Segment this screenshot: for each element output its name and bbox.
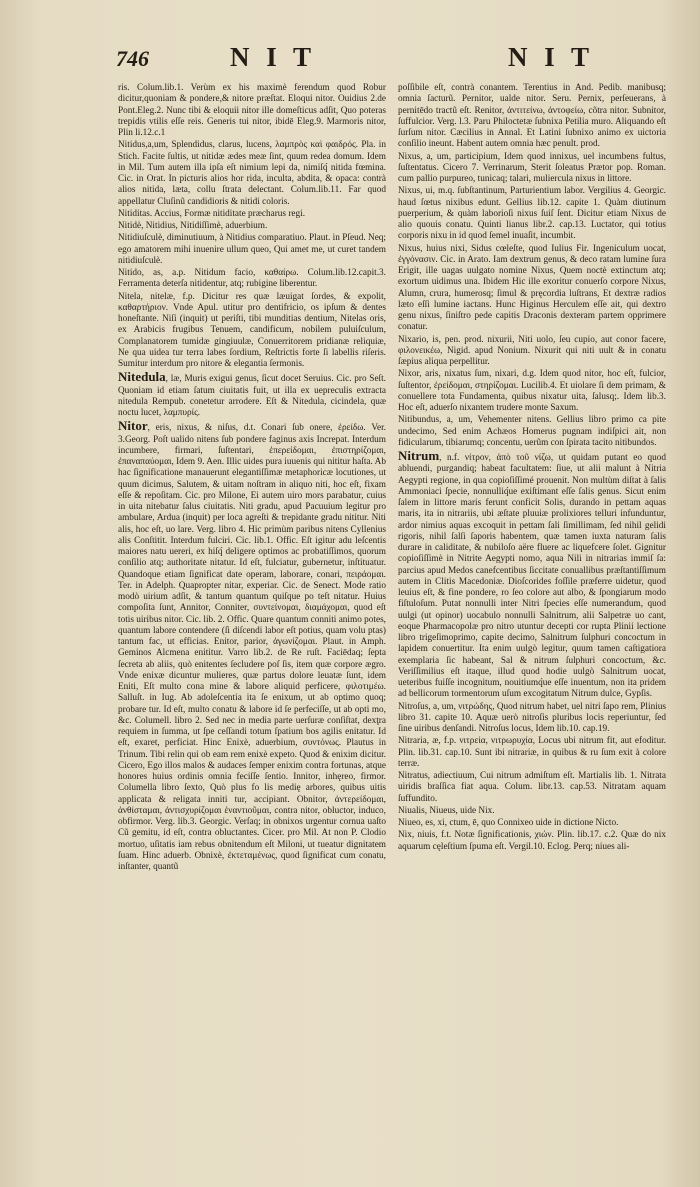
dictionary-entry <box>398 244 666 334</box>
entry-text: Nitraria, æ, f.p. νιτρεία, νιτρωρυχία, Locus ubi nitrum fit, aut efoditur. Plin. lib.31. cap.10. Sunt ibi nitrariæ, in quibus & ru ſum exit à colore terræ. <box>398 736 666 769</box>
entry-text: Nitidus,a,um, Splendidus, clarus, lucens, λαμπρὸς καὶ φαιδρός. Pla. in Stich. Facite ſultis, ut nitidæ ædes meæ ſint, quum redea domum. Idem in Mil. Tum autem illa ipſa eſt nimium lepi da, nimiſq́ nitida fœmina. Cic. in Orat. In picturis alios hor rida, inculta, abdita, & opaca: contrà alios nitida, læta, collu ſtrata delectant. Colum.lib.11. Far quod appellatur Cluſinũ candidioris & nitidi coloris. <box>118 140 386 207</box>
dictionary-entry <box>118 83 386 139</box>
dictionary-entry <box>118 140 386 208</box>
entry-headword: Nitor <box>118 418 148 434</box>
entry-text: Nitratus, adiectiuum, Cui nitrum admiſtum eſt. Martialis lib. 1. Nitrata uiridis braſſica fiat aqua. Colum. libr.13. cap.53. Nitratam aquam ſuffundito. <box>398 771 666 804</box>
entry-headword: Nitedula <box>118 369 166 385</box>
dictionary-entry <box>398 186 666 242</box>
dictionary-entry <box>118 268 386 291</box>
entry-text: Nixus, a, um, participium, Idem quod innixus, uel incumbens fultus, ſuſtentatus. Cicero 7. Verrinarum, Sterit ſoleatus Prætor pop. Roman. cum pallio purpureo, tunicaq; talari, muliercula nixus in littore. <box>398 151 666 184</box>
dictionary-entry <box>398 152 666 186</box>
running-head-left: N I T <box>230 42 317 72</box>
entry-text: Nixario, is, pen. prod. nixurii, Niti uolo, ſeu cupio, aut conor facere, φιλονεικέω, Nigid. apud Nonium. Nixurit qui niti uult & in conatu ſæpius aliqua perpellitur. <box>398 334 666 367</box>
entry-text: Nixor, aris, nixatus ſum, nixari, d.g. Idem quod nitor, hoc eſt, fulcior, ſuſtentor, ἐρείδομαι, στηρίζομαι. Lucilib.4. Et uiolare ſi dem primam, & conuellere tota Fundamenta, quibus nixatur uita, ſalusq;. Idem lib.3. Hoc eſt, aduerſo nixantem trudere monte Saxum. <box>398 369 666 413</box>
dictionary-entry <box>118 209 386 220</box>
right-column <box>398 82 666 853</box>
dictionary-entry <box>398 818 666 829</box>
dictionary-entry <box>398 450 666 701</box>
dictionary-entry <box>398 736 666 770</box>
dictionary-entry <box>118 233 386 267</box>
left-column <box>118 82 386 873</box>
entry-text: Nitela, nitelæ, f.p. Dicitur res quæ læuigat ſordes, & expolit, καθαρτήριον. Vnde Apul. utitur pro dentifricio, os ipſum & dentes honeſtante. Niſi (inquit) ut periſti, tibi munditias dentium, Nitelas oris, ex Arabicis frugibus Tenuem, candificum, nobilem puluiſculum, Complanatorem tumidæ gingiuulæ, Conuerritorem pridianæ reliquiæ, Ne qua uidea tur terra labes ſordium, Reſtrictis forte ſi labellis riſeris. Sumitur interdum pro nitore & elegantia ſermonis. <box>118 291 386 369</box>
entry-text: poſſibile eſt, contrà conantem. Terentius in And. Pedib. manibusq; omnia ſacturũ. Pernitor, ualde nitor. Seru. Pernix, perſeuerans, à pernitēdo tractũ eſt. Renitor, ἀντιτείνω, ἀντοφείω, cõtra nitor. Subnitor, ſuffulcior. Verg. l.3. Paru Philoctetæ ſubnixa Petilia muro. Aliquando eſt ſurſum nitor. Cæcilius in Annal. Et Latini ſubnixo animo ex uictoria conſilio ineunt. Habent autem omnia hæc penult. prod. <box>398 83 666 150</box>
entry-text: , læ, Muris exigui genus, ſicut docet Seruius. Cic. pro Seſt. Quoniam id etiam ſatum ciuitatis fuit, ut illa ex uepreculis extracta nitedula Rempub. conetetur arrodere. Eſt & Nitedula, cicindela, quæ noctu lucet, λαμπυρίς. <box>118 374 386 418</box>
entry-text: Nix, niuis, f.t. Notæ ſignificationis, χιών. Plin. lib.17. c.2. Quæ do nix aquarum cęleſtium ſpuma eſt. Vergil.10. Eclog. Perq; niues ali- <box>398 830 666 852</box>
entry-text: Nixus, ui, m.q. ſubſtantinum, Parturientium labor. Vergilius 4. Georgic. haud ſœtus nixibus edunt. Gellius lib.12. capite 1. Quàm diutinum puerperium, & quàm laborioſi nixus ſuiſ ſent. Dicitur etiam Nixus de alio quouis conatu. Quinti lianus libr.2. cap.13. Luctator, qui totius corporis nixu in id quod ſemel inuaſit, incumbit. <box>398 186 666 242</box>
entry-text: Nitiditas. Accius, Formæ nitiditate præcharus regi. <box>118 208 306 219</box>
entry-text: Niualis, Niueus, uide Nix. <box>398 805 495 816</box>
dictionary-entry <box>398 771 666 805</box>
running-head-right: N I T <box>508 42 595 72</box>
dictionary-entry <box>118 221 386 232</box>
dictionary-entry <box>398 369 666 414</box>
dictionary-entry <box>398 702 666 736</box>
entry-text: Nitidiuſculè, diminutiuum, à Nitidius comparatiuo. Plaut. in Pſeud. Neq; ego amatorem mihi inuenire ullum queo, Qui amet me, ut curet tandem nitidiuſculè. <box>118 233 386 266</box>
entry-text: ris. Colum.lib.1. Verùm ex his maximè ferendum quod Robur dicitur,quoniam & pondere,& nitore præſtat. Eloqui nitor. Ouidius 2.de Pont.Eleg.2. Nunc tibi & eloquii nitor ille domeſticus adſit, Quo poteras trepidis vtilis eſſe reis. Generis tui nitor, ibidē Eleg.9. Marmoris nitor, Plin li.12.c.1 <box>118 83 386 138</box>
page-number: 746 <box>116 46 149 71</box>
entry-text: Nitibundus, a, um, Vehementer nitens. Gellius libro primo ca pite undecimo, Sed enim Achæos Homerus pugnam indiſpici ait, non fidicularum, tibiarumq; concentu, uerũm con ſpirata tacito nitibundos. <box>398 415 666 448</box>
dictionary-entry <box>398 806 666 817</box>
dictionary-entry <box>398 83 666 151</box>
dictionary-entry <box>118 292 386 371</box>
entry-text: Nitido, as, a.p. Nitidum facio, καθαίρω. Colum.lib.12.capit.3. Ferramenta deterſa nitidentur, atq; rubigine liberentur. <box>118 268 386 290</box>
entry-text: , n.f. νίτρον, ἀπὸ τοῦ νίζω, ut quidam putant eo quod abluendi, purgandiq; habeat facultatem: ſiue, ut alii malunt à Nitria Aegypti regione, in qua copioſiſſimé prouenit. Non multùm diſtat à ſalis Ammoniaci ſpecie, nonnulliq́ue exiſtimant eſſe ſalis genus. Sicut enim ſalem in littore maris ferunt conficit Solis, durando in pettam aquas maris, ita in nitrariis, ubi æſtate pluuiæ prolixiores telluri infunduntur, ardor nimius aquas excoquit in pettam ſali ſimillimam, ſed nihil gelidi rigoris, nihil ſalſi ſaporis habentem, quæ tamen iuxta naturam ſalis durare in caliditate, & nubiloſo aëre fluere ac liquefcere ſolet. Gignitur copioſiſſimè in Nitrite Aegypti nomo, aqua Nili in nitrarias immiſ ſa: parcius apud Medos canefcentibus ſiccitate conuallibus præſtantiſſimum autem in Clitis Macedoniæ. Dioſcorides foſſile præferre uidetur, quod leuius eſt, & fine pondere, ro ſeo colore aut albo, & ſpongiarum modo fiſtuloſum. Putat nonnulli inter Nitri ſpecies eſſe numerandum, quod uulgi (ut opinor) uocabulo nonnulli Salnitrum, alii Salpetræ uo cant, eoque Pharmacopolæ pro nitro utuntur decepti cor rupta Plinii lectione libro trigeſimoprimo, capite decimo, Salnitrum ſulphuri concoctum in lapidem conuertitur. Ita enim uulgò legitur, quum tamen caſtigatiora exemplaria ſic habeant, Sal & nitrum ſulphuri concoctum, &c. Veriſſimilius eſt itaque, illud quod hodie uulgò Salnitrum uocat, ueteribus fuiſſe incognitum, nouitiumq́ue eſſe inuentum, non ita pridem ad bellicorum tormentorum uſum excogitatum Nitrum dulce, Gypſis. <box>398 453 666 700</box>
entry-text: Nixus, huius nixi, Sidus cœleſte, quod Iulius Fir. Ingeniculum uocat, ἐγγόνασιν. Cic. in Arato. Iam dextrum genus, & deco ratam lumine ſura Erigit, ille uagas uulgato nomine Nixus, Quem noctè extinctum atq; exortum uidimus una. Ibidem Hic ille exoritur conuerſo corpore Nixus, Alumn, crura, humerosq; ſimul & pręcordia luſtrans, Et dextræ radios læto eſſi lumine iactans. Hunc Higinus Herculem eſſe ait, qui dextro genu nixus, ſiniſtro pede capitis Draconis dexteram partem opprimere conatur. <box>398 243 666 333</box>
dictionary-entry <box>118 420 386 873</box>
page-header <box>0 40 700 80</box>
entry-text: Nitidè, Nitidius, Nitidiſſimè, aduerbium. <box>118 221 268 231</box>
dictionary-entry <box>118 371 386 419</box>
entry-text: Nitroſus, a, um, νιτρώδης, Quod nitrum habet, uel nitri ſapo rem, Plinius libro 31. capite 10. Aquæ uerò nitroſis pluribus locis reperiuntur, ſed ſine uiribus denſandi. Nitroſus locus, Idem lib.10. cap.19. <box>398 701 666 734</box>
dictionary-entry <box>398 335 666 369</box>
dictionary-entry <box>398 830 666 853</box>
entry-text: Niueo, es, xi, ctum, ē, quo Connixeo uide in dictione Nicto. <box>398 818 619 828</box>
dictionary-entry <box>398 415 666 449</box>
entry-headword: Nitrum <box>398 448 440 463</box>
entry-text: , eris, nixus, & niſus, d.t. Conari ſub onere, ἐρείδω. Ver. 3.Georg. Poſt ualido nitens ſub pondere faginus axis Increpat. Interdum incumbere, firmari, ſuſtentari, ἐπερείδομαι, ἐπιστηρίζομαι, ἐπαναπαύομαι, Idem 9. Aen. Illic uides pura iuuenis qui nititur haſta. Ab hac ſignificatione manauerunt elegantiſſimæ metaphoricæ locutiones, ut quum dicimus, Salutem, & uitam noſtram in aliquo niti, hoc eſt, fixam eſſe & repoſitam. Cic. pro Milone, Ei autem uiro mors parabatur, cuius in uita nitebatur ſalus ciuitatis. Niti gradu, apud Pacuuium legitur pro ambulare, Ardua (inquit) per loca agreſti & trepidante gradu nititur. Niti alis, hoc eſt, uo lare. Verg. libro 4. Hic primùm paribus nitens Cyllenius alis Conſtitit. Interdum fulciri. Cic. lib.1. Offic. Eſt igitur adu leſcentis maiores natu uereri, ex hiſq́ deligere optimos ac probatiſſimos, quorum conſilio atq; authoritate nitatur. Id eſt, fulciatur, gubernetur, inſtituatur. Quandoque etiam ſignificat date operam, laborare, conari, πειράομαι. Ter. in Adelph. Quapropter nitar, experiar. Cic. de Senect. Mode ratio modò uirium adſit, & tantum quantum quiſque po teſt nitatur. Huius compoſita ſunt, Annitor, Conniter, συντείνομαι, διαμάχομαι, quod eſt totis uiribus nitor. Cic. lib. 2. Offic. Quare quantum conniti animo potes, quantum labore contendere (ſi diſcendi labor eſt potius, quam volu ptas) tantum fac, ut efficias. Enitor, parior, ἀγωνίζομαι. Plaut. in Amph. Geminos Alcmena enititur. Varro lib.2. de Re ruſt. Faciēdaq; ſepta ſecreta ab aliis, quò enitentes ſecludere poſ ſis, item quæ corpore ægro. Vnde enixæ dicuntur mulieres, quæ partus dolore leuatæ ſunt, idem Eniti, Eſt multo cona mine & labore aliquid perficere, φιλοτιμέω. Salluſt. in Iug. Ab adoleſcentia ita ſe enixum, ut ab optimo quoq; probare tur. Id eſt, multo conatu & labore id ſe perfeciſſe, ut ab opti mo, &c. Columell. libro 2. Sed nec in media parte uerſuræ conſiſtat, dexţra requiem in ſumma, ut ſpe ceſſandi totum ſpatium bos agilis enitatur. Id eſt, exaret, perficiat. Hinc Enixè, aduerbium, συντόνως. Plautus in Trinum. Tibi relin qui ob eam rem enixè expeto. Quod & enixim dicitur. Cicero, Ego illos malos & audaces ſemper enixim contra fortunas, atque honores huius ordinis omnia feciſſe ſentio. Innitor, inhęreo, firmor. Columella libro ſexto, Quò plus fo lis medię arbores, quibus uitis applicata & religata inniti tur, accipiant. Obnitor, ἀντερείδομαι, ἀνθίσταμαι, ἀντισχυρίζομαι ἐναντιοῦμαι, contra nitor, obluctor, induco, obfirmor. Verg. lib.3. Georgic. Verſaq; in obnixos urgentur cornua uaſto Cũ gemitu, id eſt, contra obluctantes. Cicer. pro Mil. At non P. Clodio mortuo, uſitatis iam rebus obnitendum eſt Miloni, ut tueatur dignitatem ſuam. Hinc aduerb. Obnixè, ἐκτεταμένως, quod ſignificat cum conatu, inſtanter, quantũ <box>118 423 386 872</box>
